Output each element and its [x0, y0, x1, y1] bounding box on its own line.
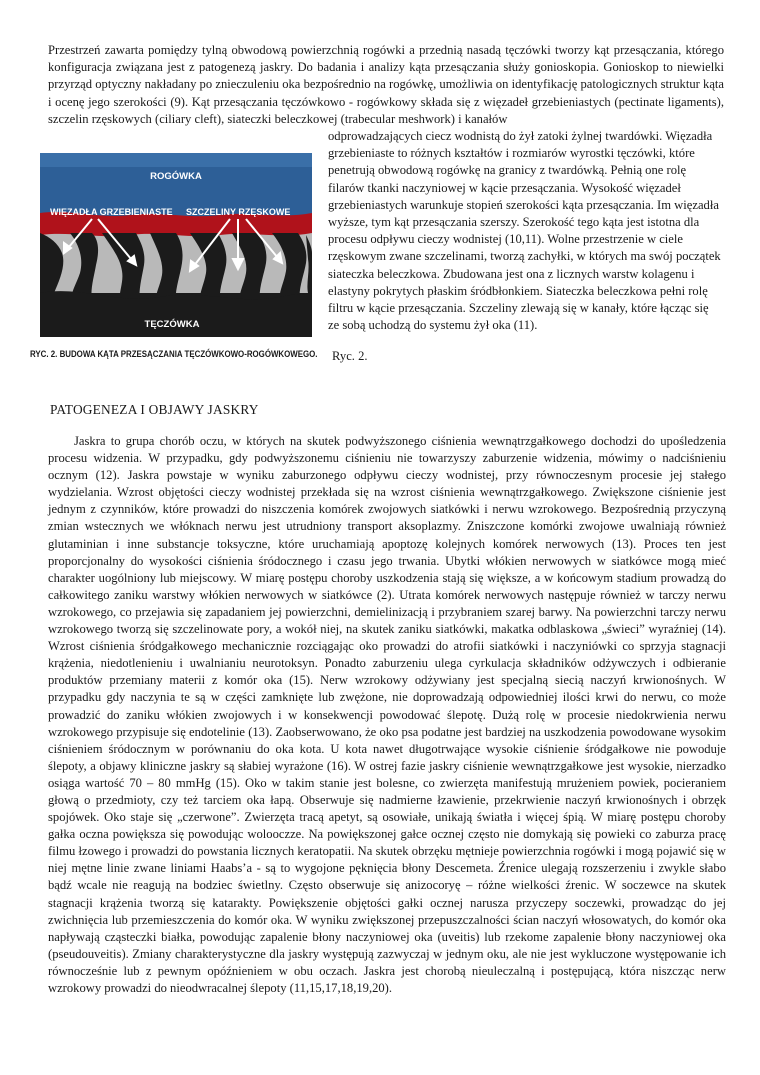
- label-ciliary-clefts: SZCZELINY RZĘSKOWE: [186, 207, 291, 217]
- label-cornea: ROGÓWKA: [150, 171, 202, 182]
- label-iris: TĘCZÓWKA: [144, 319, 200, 330]
- cornea-highlight: [40, 153, 312, 167]
- intro-paragraph: Przestrzeń zawarta pomiędzy tylną obwodową powierzchnią rogówki a przednią nasadą tęczówki tworzy kąt przesączania, którego konfiguracja związana jest z patogenezą jaskry. Do badania i analizy kąta przesączania służy gonioskopia. Gonioskop to niewielki przyrząd optyczny nakładany po znieczuleniu oka bezpośrednio na rogówkę, umożliwia on identyfikację patologicznych struktur kąta i ocenę jego szerokości (9). Kąt przesączania tęczówkowo - rogówkowy składa się z więzadeł grzebieniastych (pectinate ligaments), szczelin rzęskowych (ciliary cleft), siateczki beleczkowej (trabecular meshwork) i kanałów: [48, 43, 724, 126]
- angle-anatomy-figure: [40, 153, 312, 337]
- label-pectinate-ligaments: WIĘZADŁA GRZEBIENIASTE: [50, 207, 173, 217]
- figure-caption: RYC. 2. BUDOWA KĄTA PRZESĄCZANIA TĘCZÓWKOWO-ROGÓWKOWEGO.: [30, 349, 318, 359]
- side-paragraph: odprowadzających ciecz wodnistą do żył zatoki żylnej twardówki. Więzadła grzebieniaste to różnych kształtów i rozmiarów wyrostki tęczówki, które penetrują obwodową rogówkę na granicy z twardówką. Pełnią one rolę filarów tkanki naczyniowej w kącie przesączania. Wysokość więzadeł grzebieniastych warunkuje stopień szerokości kąta przesączania. Im więzadła wyższe, tym kąt przesączania szerszy. Szerokość tego kąta jest istotna dla procesu odpływu cieczy wodnistej (10,11). Wolne przestrzenie w ciele rzęskowym zwane szczelinami, tworzą zachyłki, w których ma swój początek siateczka beleczkowa. Zbudowana jest ona z licznych warstw kolagenu i elastyny pokrytych płaskim śródbłonkiem. Siateczka beleczkowa pełni rolę filtru w kącie przesączania. Szczeliny zlewają się w kanały, które łącząc się ze sobą uchodzą do systemu żył oka (11).: [328, 129, 721, 333]
- section-body: Jaskra to grupa chorób oczu, w których na skutek podwyższonego ciśnienia wewnątrzgałkowego dochodzi do upośledzenia procesu widzenia. W przypadku, gdy podwyższonemu ciśnieniu nie towarzyszy zaburzenie widzenia, mówimy o nadciśnieniu ocznym (12). Jaskra powstaje w wyniku zaburzonego odpływu cieczy wodnistej, przy równoczesnym procesie jej stałego wydzielania. Wzrost objętości cieczy wodnistej przekłada się na wzrost ciśnienia wewnątrzgałkowego. Zwiększone ciśnienie jest jednym z czynników, które prowadzi do niszczenia komórek zwojowych siatkówki i nerwu wzrokowego. Bezpośrednią przyczyną zmian wstecznych we włóknach nerwu jest utrudniony transport aksoplazmy. Zniszczone komórki zwojowe uwalniają również glutaminian i inne substancje toksyczne, które uruchamiają apoptozę kolejnych komórek nerwowych (13). Proces ten jest proporcjonalny do wysokości ciśnienia śródocznego i czasu jego trwania. Ubytki włókien nerwowych w siatkówce mogą mieć charakter uogólniony lub miejscowy. W miarę postępu choroby uszkodzenia stają się większe, a w końcowym stadium prowadzą do całkowitego zaniku warstwy włókien nerwowych w siatkówce (2). Utrata komórek nerwowych następuje również w tarczy nerwu wzrokowego, co przejawia się zapadaniem jej powierzchni, demielinizacją i przybraniem szarej barwy. Na powierzchni tarczy nerwu wzrokowego tworzą się szczelinowate pory, a wokół niej, na skutek zaniku siatkówki, makatka odblaskowa „świeci” wyraźniej (14). Wzrost ciśnienia śródgałkowego mechanicznie rozciągając oko prowadzi do atrofii siatkówki i naczyniówki co sprzyja stagnacji krążenia, niedotlenieniu i uwalnianiu neurotoksyn. Ponadto zaburzeniu ulega cyrkulacja składników odżywczych i odbieranie produktów przemiany materii z komór oka (15). Nerw wzrokowy odżywiany jest specjalną siecią naczyń krwionośnych. W przypadku gdy naczynia te są w części zamknięte lub zwężone, nie doprowadzają odpowiedniej ilości krwi do nerwu, co może prowadzić do zaniku włókien zwojowych i w konsekwencji powodować ślepotę. Dużą rolę w procesie niedokrwienia nerwu wzrokowego przypisuje się endotelinie (13). Zaobserwowano, że oko psa podatne jest bardziej na uszkodzenia powodowane wysokim ciśnieniem śródocznym w porównaniu do oka kota. U kota nawet długotrwające wysokie ciśnienie śródgałkowe nie powoduje ślepoty, a objawy kliniczne jaskry są słabiej wyrażone (16). W ostrej fazie jaskry ciśnienie wewnątrzgałkowe jest wysokie, nierzadko osiąga wartość 70 – 80 mmHg (15). Oko w takim stanie jest bolesne, co zwierzęta manifestują mrużeniem powiek, pocieraniem głową o przedmioty, czy też tarciem oka łapą. Obserwuje się nadmierne łzawienie, przekrwienie naczyń krwionośnych i obrzęk spojówek. Oko staje się „czerwone”. Zwierzęta tracą apetyt, są osowiałe, unikają światła i więcej śpią. W miarę postępu choroby gałka oczna powiększa się powodując wolooczze. Na powiększonej gałce ocznej często nie domykają się powieki co zaburza pracę filmu łzowego i prowadzi do powstania licznych keratopatii. Na skutek obrzęku mętnieje powierzchnia rogówki i mogą pojawić się w niej mętne linie zwane liniami Haabs’a - są to wygojone pęknięcia błony Descemeta. Źrenice ulegają rozszerzeniu i zwykle słabo bądź wcale nie reagują na bodziec świetlny. Często obserwuje się anizocoryę – różne wielkości źrenic. W soczewce na skutek stagnacji krążenia tworzą się katarakty. Powiększenie objętości gałki ocznej narusza przyczepy soczewki, prowadząc do jej zwichnięcia lub przemieszczenia do komór oka. W wyniku zwiększonej przepuszczalności ścian naczyń włosowatych, do komór oka napływają cząsteczki białka, powodując zapalenie błony naczyniowej oka (uveitis) lub rzekome zapalenie błony naczyniowej oka (pseudouveitis). Zmiany charakterystyczne dla jaskry występują zazwyczaj w jednym oku, ale nie jest wykluczone występowanie ich równocześnie lub z pewnym opóźnieniem w obu oczach. Jaskra jest chorobą nieuleczalną i postępującą, która niszcząc nerw wzrokowy prowadzi do nieodwracalnej ślepoty (11,15,17,18,19,20).: [48, 434, 726, 995]
- figure-reference: Ryc. 2.: [332, 349, 368, 363]
- section-heading: PATOGENEZA I OBJAWY JASKRY: [50, 402, 259, 417]
